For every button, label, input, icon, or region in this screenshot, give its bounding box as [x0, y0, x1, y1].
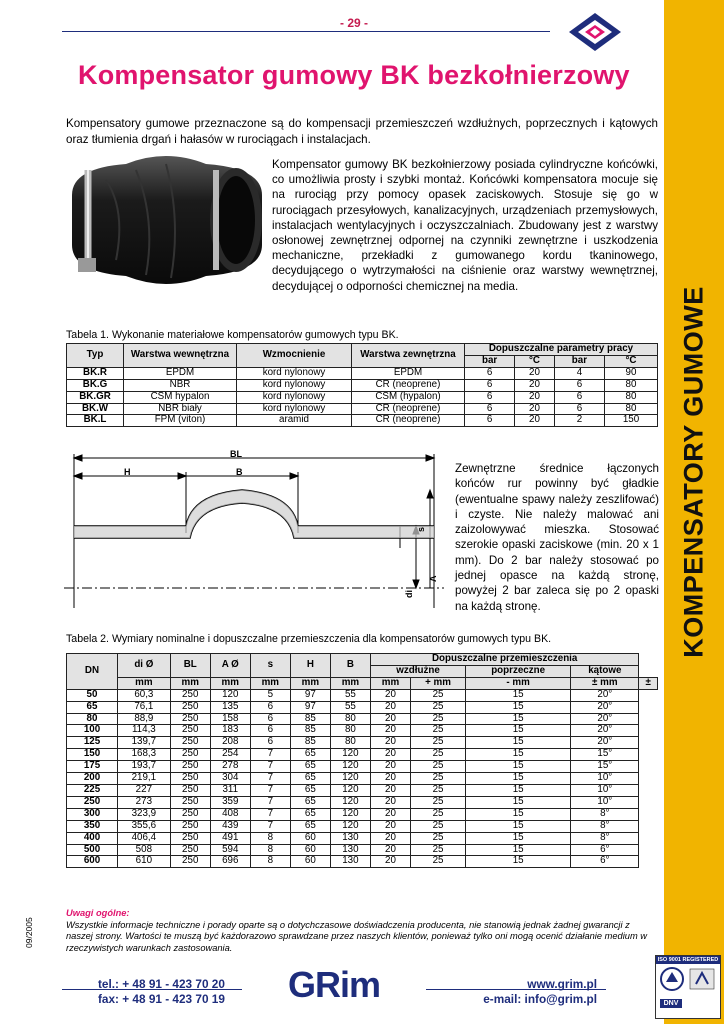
table-cell: 20 — [370, 808, 410, 820]
table-cell: 696 — [210, 856, 250, 868]
table-cell: aramid — [237, 415, 352, 427]
table-cell: 254 — [210, 749, 250, 761]
table-cell: 355,6 — [118, 820, 171, 832]
table-cell: 20° — [571, 725, 639, 737]
table-cell: 80 — [330, 725, 370, 737]
footer-fax: fax: + 48 91 - 423 70 19 — [98, 992, 225, 1006]
table-cell: 80 — [605, 379, 658, 391]
table-cell: 130 — [330, 844, 370, 856]
table-cell: 20° — [571, 701, 639, 713]
table-cell: 65 — [290, 796, 330, 808]
table-cell: 120 — [330, 761, 370, 773]
technical-drawing — [64, 448, 444, 618]
table-cell: 15 — [466, 701, 571, 713]
intro-paragraph: Kompensatory gumowe przeznaczone są do kompensacji przemieszczeń wzdłużnych, poprzecznych i kątowych oraz tłumienia drgań i hałasów w rurociągach i instalacjach. — [66, 117, 658, 146]
table-cell: 250 — [170, 689, 210, 701]
header-b: B — [330, 654, 370, 678]
table-cell: 273 — [118, 796, 171, 808]
table-cell: 311 — [210, 784, 250, 796]
table-cell: 120 — [330, 749, 370, 761]
table-row — [67, 844, 658, 856]
table-cell: 120 — [330, 808, 370, 820]
table-row — [67, 761, 658, 773]
table-cell: 20 — [370, 701, 410, 713]
table-cell: FPM (viton) — [124, 415, 237, 427]
table-row — [67, 379, 658, 391]
table-cell: 250 — [170, 796, 210, 808]
table-cell: 20° — [571, 689, 639, 701]
table-cell: 20 — [370, 713, 410, 725]
table-cell: 250 — [67, 796, 118, 808]
unit-cell: ± mm — [571, 677, 639, 689]
compensator-photo — [66, 150, 266, 290]
table-cell: 10° — [571, 784, 639, 796]
table-cell: EPDM — [352, 367, 465, 379]
header-a: A Ø — [210, 654, 250, 678]
table-cell: kord nylonowy — [237, 379, 352, 391]
table-cell: 20 — [515, 379, 555, 391]
table-cell: 250 — [170, 832, 210, 844]
table-cell: 20 — [370, 761, 410, 773]
table-cell: 6 — [250, 737, 290, 749]
table-cell: 250 — [170, 713, 210, 725]
table-cell: 508 — [118, 844, 171, 856]
footer-website[interactable]: www.grim.pl — [527, 977, 597, 991]
table-cell: 7 — [250, 796, 290, 808]
table-cell: 20° — [571, 737, 639, 749]
table-cell: 50 — [67, 689, 118, 701]
table-cell: 5 — [250, 689, 290, 701]
table-cell: 250 — [170, 749, 210, 761]
table-cell: 8 — [250, 856, 290, 868]
table-row — [67, 403, 658, 415]
table-cell: BK.GR — [67, 391, 124, 403]
table-cell: NBR — [124, 379, 237, 391]
table-cell: 15 — [466, 844, 571, 856]
table-cell: 10° — [571, 773, 639, 785]
table-cell: 20 — [370, 725, 410, 737]
table-cell: 250 — [170, 844, 210, 856]
table-cell: 60 — [290, 832, 330, 844]
table-cell: kord nylonowy — [237, 367, 352, 379]
table-cell: 88,9 — [118, 713, 171, 725]
table-cell: 25 — [410, 773, 465, 785]
unit-cell: ± — [639, 677, 658, 689]
table-cell: 183 — [210, 725, 250, 737]
unit-cell: mm — [330, 677, 370, 689]
table-cell: 15° — [571, 761, 639, 773]
table-cell: 20 — [370, 689, 410, 701]
table-cell: 25 — [410, 701, 465, 713]
unit-cell: mm — [290, 677, 330, 689]
table-cell: 85 — [290, 713, 330, 725]
table-cell: 20 — [370, 796, 410, 808]
table-row — [67, 725, 658, 737]
table-cell: 6 — [465, 415, 515, 427]
table-cell: 65 — [290, 773, 330, 785]
table-cell: 120 — [330, 773, 370, 785]
table-cell: 85 — [290, 725, 330, 737]
table1-caption: Tabela 1. Wykonanie materiałowe kompensatorów gumowych typu BK. — [66, 329, 399, 341]
table-cell: 120 — [330, 796, 370, 808]
label-b: B — [236, 467, 243, 477]
table-cell: 80 — [67, 713, 118, 725]
footer-email[interactable]: e-mail: info@grim.pl — [483, 992, 597, 1006]
table-cell: 175 — [67, 761, 118, 773]
table-cell: 400 — [67, 832, 118, 844]
dnv-label: DNV — [660, 999, 682, 1008]
table-cell: 193,7 — [118, 761, 171, 773]
table-row — [67, 856, 658, 868]
table-cell: 600 — [67, 856, 118, 868]
page-title: Kompensator gumowy BK bezkołnierzowy — [78, 60, 630, 90]
label-h: H — [124, 467, 131, 477]
table-cell: 20 — [370, 856, 410, 868]
table-cell: 15 — [466, 749, 571, 761]
table-cell: 250 — [170, 856, 210, 868]
table-cell: 25 — [410, 856, 465, 868]
table-cell: 15 — [466, 713, 571, 725]
table-cell: 80 — [605, 403, 658, 415]
table-cell: 25 — [410, 808, 465, 820]
footer-brand-logo: GRim — [288, 964, 381, 1005]
unit-cell: mm — [170, 677, 210, 689]
header-axial: wzdłużne — [370, 665, 465, 677]
table-cell: 250 — [170, 761, 210, 773]
table-cell: 406,4 — [118, 832, 171, 844]
table-cell: 278 — [210, 761, 250, 773]
table-cell: 491 — [210, 832, 250, 844]
table-cell: 158 — [210, 713, 250, 725]
header-allowed-displacement: Dopuszczalne przemieszczenia — [370, 654, 638, 666]
table-row — [67, 391, 658, 403]
table-cell: 6° — [571, 856, 639, 868]
table-cell: 125 — [67, 737, 118, 749]
table-cell: 300 — [67, 808, 118, 820]
table-cell: 7 — [250, 761, 290, 773]
table-cell: 15 — [466, 773, 571, 785]
table-cell: CR (neoprene) — [352, 415, 465, 427]
table-cell: 150 — [67, 749, 118, 761]
iso-certificate-badge — [655, 955, 721, 1019]
table-cell: 25 — [410, 832, 465, 844]
table-cell: 6 — [554, 379, 604, 391]
table-cell: 65 — [290, 784, 330, 796]
certification-mark-icon — [656, 964, 720, 994]
table-cell: 20° — [571, 713, 639, 725]
table-cell: 130 — [330, 832, 370, 844]
table-row — [67, 796, 658, 808]
table-cell: 80 — [330, 737, 370, 749]
header-outer-layer: Warstwa zewnętrzna — [352, 344, 465, 368]
header-reinforcement: Wzmocnienie — [237, 344, 352, 368]
table-cell: 6 — [465, 391, 515, 403]
table-cell: 408 — [210, 808, 250, 820]
table-cell: 7 — [250, 784, 290, 796]
table-cell: 250 — [170, 808, 210, 820]
notes-heading: Uwagi ogólne: — [66, 908, 130, 918]
table-cell: CSM hypalon — [124, 391, 237, 403]
table-cell: 8° — [571, 820, 639, 832]
unit-cell: mm — [250, 677, 290, 689]
header-s: s — [250, 654, 290, 678]
table-row — [67, 749, 658, 761]
table-cell: 20 — [370, 820, 410, 832]
table-cell: 250 — [170, 725, 210, 737]
header-lateral: poprzeczne — [466, 665, 571, 677]
table-cell: 359 — [210, 796, 250, 808]
company-logo-icon — [566, 10, 624, 54]
iso-label: ISO 9001 REGISTERED — [657, 957, 719, 963]
table-cell: 250 — [170, 820, 210, 832]
table-cell: 6 — [554, 403, 604, 415]
table-cell: kord nylonowy — [237, 391, 352, 403]
table-cell: 25 — [410, 725, 465, 737]
table-row — [67, 773, 658, 785]
unit-cell: mm — [210, 677, 250, 689]
table-cell: 25 — [410, 844, 465, 856]
table-cell: 80 — [330, 713, 370, 725]
table-cell: 90 — [605, 367, 658, 379]
table-cell: 114,3 — [118, 725, 171, 737]
table-cell: 594 — [210, 844, 250, 856]
table-cell: 80 — [605, 391, 658, 403]
table-cell: 20 — [515, 391, 555, 403]
unit-cell: + mm — [410, 677, 465, 689]
header-inner-layer: Warstwa wewnętrzna — [124, 344, 237, 368]
section-sidebar — [664, 0, 724, 1024]
table-cell: 20 — [370, 832, 410, 844]
table-cell: BK.L — [67, 415, 124, 427]
table-cell: 250 — [170, 701, 210, 713]
label-s: s — [416, 526, 426, 532]
table-cell: BK.R — [67, 367, 124, 379]
table-cell: 20 — [370, 784, 410, 796]
table-cell: 7 — [250, 773, 290, 785]
table-row — [67, 415, 658, 427]
table-cell: 15 — [466, 832, 571, 844]
table-cell: 55 — [330, 689, 370, 701]
table-cell: 350 — [67, 820, 118, 832]
table-cell: 65 — [67, 701, 118, 713]
table-cell: 227 — [118, 784, 171, 796]
materials-table — [66, 343, 658, 427]
table-cell: 304 — [210, 773, 250, 785]
table-cell: 6 — [554, 391, 604, 403]
table-cell: 15 — [466, 784, 571, 796]
table-cell: 20 — [515, 403, 555, 415]
table-cell: 65 — [290, 808, 330, 820]
table-cell: 15 — [466, 856, 571, 868]
table-cell: 60 — [290, 844, 330, 856]
table-cell: 60,3 — [118, 689, 171, 701]
table-cell: 20 — [370, 749, 410, 761]
table-cell: 65 — [290, 749, 330, 761]
table-cell: 20 — [515, 367, 555, 379]
notes-text: Wszystkie informacje techniczne i porady oparte są o dotychczasowe doświadczenia producenta, nie stanowią jednak żadnej gwarancji z naszej strony. Wartości te muszą być każdorazowo sprawdzane przez naszych klientów, ponieważ tylko oni mogą ocenić działanie medium w rzeczywistych warunkach zastosowania. — [66, 919, 647, 953]
table-cell: 6° — [571, 844, 639, 856]
table-cell: 20 — [515, 415, 555, 427]
table-cell: 250 — [170, 737, 210, 749]
table-cell: 4 — [554, 367, 604, 379]
table-cell: 168,3 — [118, 749, 171, 761]
unit-cell: - mm — [466, 677, 571, 689]
general-notes — [66, 908, 658, 954]
table-cell: 500 — [67, 844, 118, 856]
table-row — [67, 784, 658, 796]
dimensions-table — [66, 653, 658, 868]
table-cell: 219,1 — [118, 773, 171, 785]
table-cell: 25 — [410, 820, 465, 832]
table-cell: 60 — [290, 856, 330, 868]
header-bl: BL — [170, 654, 210, 678]
table-cell: 10° — [571, 796, 639, 808]
table-cell: 225 — [67, 784, 118, 796]
table-cell: 8 — [250, 832, 290, 844]
table-cell: 7 — [250, 808, 290, 820]
table-cell: 15 — [466, 737, 571, 749]
header-bar: bar — [554, 355, 604, 367]
footer-phone: tel.: + 48 91 - 423 70 20 — [98, 977, 225, 991]
table-cell: 85 — [290, 737, 330, 749]
header-deg: °C — [515, 355, 555, 367]
table-cell: 439 — [210, 820, 250, 832]
unit-cell: mm — [370, 677, 410, 689]
table-cell: 2 — [554, 415, 604, 427]
table-cell: 323,9 — [118, 808, 171, 820]
table-cell: CSM (hypalon) — [352, 391, 465, 403]
table-cell: 25 — [410, 713, 465, 725]
table-cell: 15 — [466, 808, 571, 820]
label-di: di — [404, 590, 414, 598]
header-typ: Typ — [67, 344, 124, 368]
table-cell: BK.W — [67, 403, 124, 415]
table-cell: 76,1 — [118, 701, 171, 713]
edition-date: 09/2005 — [24, 917, 34, 948]
table-cell: 8° — [571, 832, 639, 844]
table-cell: 25 — [410, 749, 465, 761]
header-work-params: Dopuszczalne parametry pracy — [465, 344, 658, 356]
table-cell: 15 — [466, 761, 571, 773]
product-description: Kompensator gumowy BK bezkołnierzowy posiada cylindryczne końcówki, co umożliwia prosty i szybki montaż. Końcówki kompensatora mocuje się na rurociąg przy pomocy opasek zaciskowych. Stosuje się go w rurociągach przesyłowych, kanalizacyjnych, urządzeniach przemysłowych, instalacjach wentylacyjnych i oczyszczalniach. Zbudowany jest z warstwy osłonowej zewnętrznej odpornej na czynniki zewnętrzne i uszkodzenia mechaniczne, przekładki z gumowanego kordu tkaninowego, decydującego o wytrzymałości na ciśnienie oraz warstwy wewnętrznej, decydującej o odporności chemicznej na media. — [272, 158, 658, 293]
table-cell: 65 — [290, 761, 330, 773]
table-cell: CR (neoprene) — [352, 379, 465, 391]
table-row — [67, 737, 658, 749]
header-di: di Ø — [118, 654, 171, 678]
table-cell: 55 — [330, 701, 370, 713]
table-row — [67, 808, 658, 820]
table-cell: 6 — [250, 713, 290, 725]
table-cell: 6 — [465, 379, 515, 391]
table-cell: 150 — [605, 415, 658, 427]
header-rule — [62, 31, 550, 32]
table-cell: 25 — [410, 761, 465, 773]
table-cell: 100 — [67, 725, 118, 737]
table-cell: 97 — [290, 689, 330, 701]
table-cell: 20 — [370, 737, 410, 749]
table-row — [67, 713, 658, 725]
table-cell: 120 — [330, 820, 370, 832]
table-cell: 200 — [67, 773, 118, 785]
table-cell: 15 — [466, 725, 571, 737]
table-cell: 15° — [571, 749, 639, 761]
table-cell: 135 — [210, 701, 250, 713]
table-cell: BK.G — [67, 379, 124, 391]
table-cell: 15 — [466, 820, 571, 832]
table-cell: 610 — [118, 856, 171, 868]
table-cell: 120 — [330, 784, 370, 796]
table-row — [67, 367, 658, 379]
table-cell: 65 — [290, 820, 330, 832]
header-h: H — [290, 654, 330, 678]
table-cell: 6 — [250, 725, 290, 737]
table-cell: 20 — [370, 773, 410, 785]
table-cell: 7 — [250, 820, 290, 832]
table-cell: 130 — [330, 856, 370, 868]
table-cell: 25 — [410, 784, 465, 796]
table-cell: CR (neoprene) — [352, 403, 465, 415]
table-cell: 7 — [250, 749, 290, 761]
table-cell: EPDM — [124, 367, 237, 379]
table-cell: kord nylonowy — [237, 403, 352, 415]
table-cell: 15 — [466, 689, 571, 701]
table-cell: 20 — [370, 844, 410, 856]
sidebar-label: KOMPENSATORY GUMOWE — [678, 286, 709, 658]
table-cell: 8° — [571, 808, 639, 820]
table-cell: 208 — [210, 737, 250, 749]
table-cell: 15 — [466, 796, 571, 808]
header-angular: kątowe — [571, 665, 639, 677]
unit-cell: mm — [118, 677, 171, 689]
table-cell: 250 — [170, 773, 210, 785]
table-cell: 6 — [465, 367, 515, 379]
header-deg: °C — [605, 355, 658, 367]
table-row — [67, 820, 658, 832]
table-cell: NBR biały — [124, 403, 237, 415]
page-number: - 29 - — [340, 16, 369, 30]
table-cell: 25 — [410, 796, 465, 808]
table-cell: 25 — [410, 689, 465, 701]
header-bar: bar — [465, 355, 515, 367]
table2-caption: Tabela 2. Wymiary nominalne i dopuszczalne przemieszczenia dla kompensatorów gumowych typu BK. — [66, 633, 552, 645]
table-cell: 6 — [250, 701, 290, 713]
installation-notes: Zewnętrzne średnice łączonych końców rur powinny być gładkie (ewentualne spawy należy zeszlifować) i czyste. Nie należy malować ani zaizolowywać mieszka. Stosować szerokie opaski zaciskowe (min. 20 x 1 mm). Do 2 bar należy stosować po jednej opasce na każdą stronę, powyżej 2 bar zaleca się po 2 opaski na każdą stronę. — [455, 462, 659, 613]
table-cell: 139,7 — [118, 737, 171, 749]
table-cell: 250 — [170, 784, 210, 796]
table-row — [67, 689, 658, 701]
table-cell: 6 — [465, 403, 515, 415]
label-bl: BL — [230, 449, 242, 459]
table-row — [67, 701, 658, 713]
label-a: A — [428, 575, 438, 582]
header-dn: DN — [67, 654, 118, 690]
table-cell: 25 — [410, 737, 465, 749]
table-row — [67, 832, 658, 844]
table-cell: 8 — [250, 844, 290, 856]
table-cell: 97 — [290, 701, 330, 713]
table-cell: 120 — [210, 689, 250, 701]
